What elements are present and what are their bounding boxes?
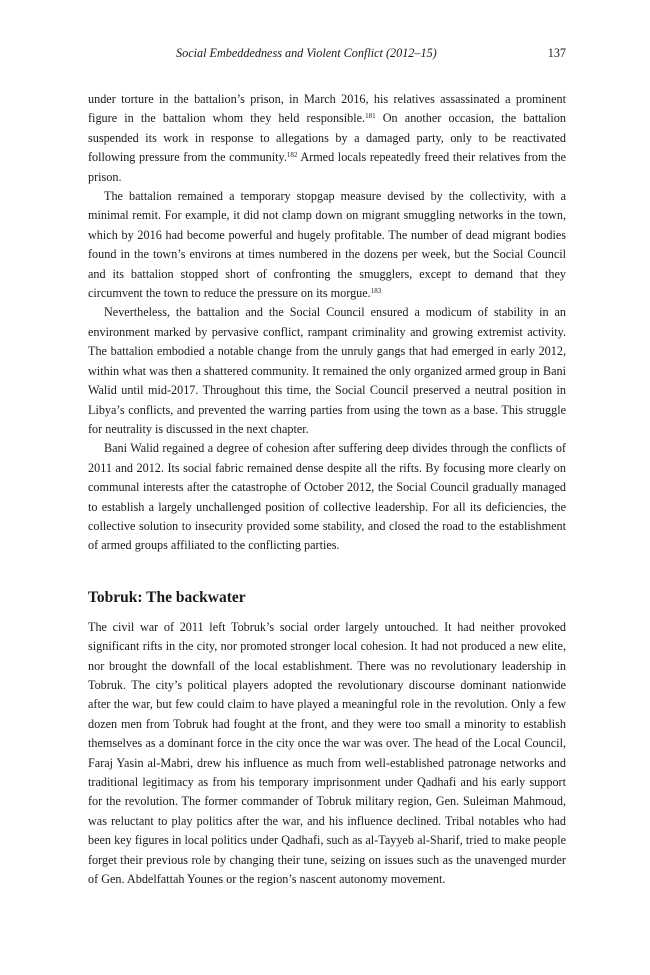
footnote-reference: 183 [370, 287, 382, 296]
section-heading: Tobruk: The backwater [88, 588, 246, 606]
footnote-reference: 181 [365, 112, 376, 121]
body-paragraph [88, 90, 566, 187]
footnote-reference: 182 [286, 151, 298, 160]
paragraphs-before-section [88, 90, 566, 556]
paragraph-text: On another occasion, the battalion suspended its work in response to allegations by a damaged party, only to be reactivated following pressure from the community. [88, 111, 566, 165]
paragraphs-after-section [88, 618, 566, 890]
paragraph-text: The civil war of 2011 left Tobruk’s social order largely untouched. It had neither provoked significant rifts in the city, nor promoted stronger local cohesion. It had not produced a new elite, nor brought the downfall of the local establishment. There was no revolutionary leadership in Tobruk. The city’s political players adopted the revolutionary discourse dominant nationwide after the war, but few could claim to have played a meaningful role in the revolution. Only a few dozen men from Tobruk had fought at the front, and they were too small a minority to establish themselves as a dominant force in the city once the war was over. The head of the Local Council, Faraj Yasin al-Mabri, drew his influence as much from well-established patronage networks and traditional legitimacy as from his temporary imprisonment under Qadhafi and his early support for the revolution. The former commander of Tobruk military region, Gen. Suleiman Mahmoud, was reluctant to play politics after the war, and his influence declined. Tribal notables who had been key figures in local politics under Qadhafi, such as al-Tayyeb al-Sharif, tried to make people forget their previous role by changing their tune, seizing on issues such as the unavenged murder of Gen. Abdelfattah Younes or the region’s nascent autonomy movement. [88, 619, 566, 887]
paragraph-text: The battalion remained a temporary stopgap measure devised by the collectivity, with a minimal remit. For example, it did not clamp down on migrant smuggling networks in the town, which by 2016 had become powerful and hugely profitable. The number of dead migrant bodies found in the town’s environs at times numbered in the dozens per week, but the Social Council and its battalion stopped short of confronting the smugglers, except to demand that they circumvent the town to reduce the pressure on its morgue. [88, 189, 566, 301]
paragraph-text: Nevertheless, the battalion and the Social Council ensured a modicum of stability in an environment marked by pervasive conflict, rampant criminality and growing extremist activity. The battalion embodied a notable change from the unruly gangs that had emerged in early 2012, within what was then a shattered community. It remained the only organized armed group in Bani Walid until mid-2017. Throughout this time, the Social Council preserved a neutral position in Libya’s conflicts, and prevented the warring parties from using the town as a base. This struggle for neutrality is discussed in the next chapter. [88, 305, 566, 436]
body-text [88, 90, 566, 889]
page-number: 137 [547, 46, 566, 60]
paragraph-text: Armed locals repeatedly freed their relatives from the prison. [88, 150, 566, 184]
body-paragraph [88, 439, 566, 555]
paragraph-text: under torture in the battalion’s prison, in March 2016, his relatives assassinated a prominent figure in the battalion whom they held responsible. [88, 92, 566, 126]
body-paragraph [88, 187, 566, 303]
body-paragraph [88, 618, 566, 890]
paragraph-text: Bani Walid regained a degree of cohesion after suffering deep divides through the conflicts of 2011 and 2012. Its social fabric remained dense despite all the rifts. By focusing more clearly on communal interests after the catastrophe of October 2012, the Social Council gradually managed to establish a largely unchallenged position of collective leadership. For all its deficiencies, the collective solution to insecurity provided some stability, and closed the road to the establishment of armed groups affiliated to the conflicting parties. [88, 441, 566, 553]
running-head-title: Social Embeddedness and Violent Conflict (2012–15) [176, 46, 437, 60]
body-paragraph [88, 303, 566, 439]
